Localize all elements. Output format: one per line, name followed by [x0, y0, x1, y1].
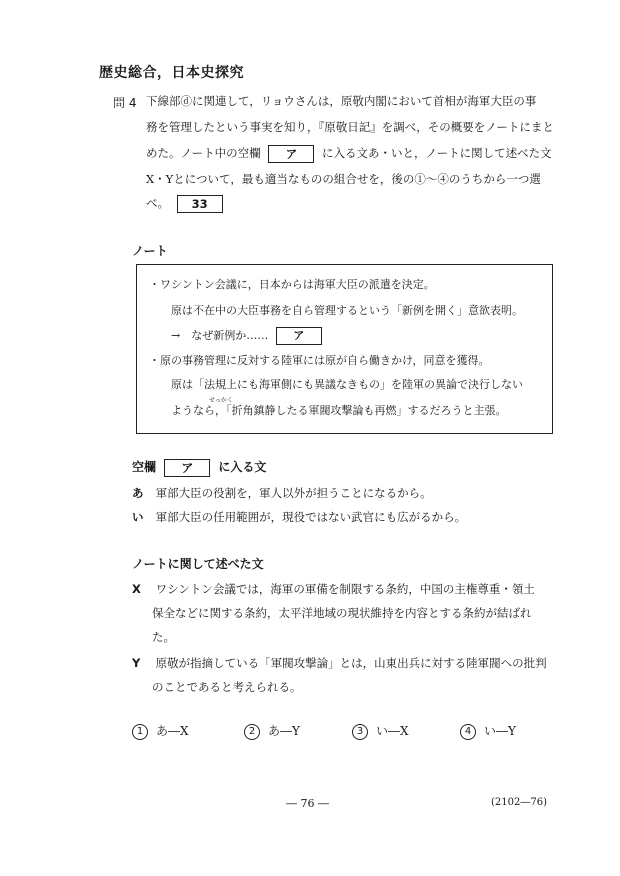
- question-line-3: [146, 144, 552, 163]
- question-number: 問 4: [113, 96, 137, 110]
- question-line-3-pre: めた。ノート中の空欄: [146, 146, 261, 160]
- question-line-3-post: に入る文あ・いと，ノートに関して述べた文: [321, 146, 552, 160]
- choice-2-number: 2: [244, 724, 260, 740]
- choice-3-number: 3: [352, 724, 368, 740]
- choice-2-text: あ―Y: [268, 724, 300, 738]
- note-line-2: 原は不在中の大臣事務を自ら管理するという「新例を開く」意欲表明。: [171, 304, 523, 317]
- statement-y-mark: Y: [132, 656, 141, 670]
- choice-3[interactable]: [352, 722, 409, 740]
- choice-1-text: あ―X: [156, 724, 189, 738]
- statement-x-text-1: ワシントン会議では，海軍の軍備を制限する条約，中国の主権尊重・領土: [155, 582, 535, 596]
- statement-y-text-1: 原敬が指摘している「軍閥攻撃論」とは，山東出兵に対する陸軍閥への批判: [155, 656, 547, 670]
- blank-box-a: ア: [268, 145, 314, 163]
- option-a: [132, 484, 432, 502]
- section-heading: 歴史総合，日本史探究: [99, 65, 244, 81]
- statement-x-mark: X: [132, 582, 141, 596]
- note-line-3-text: → なぜ新例か……: [171, 329, 269, 342]
- choice-1[interactable]: [132, 722, 189, 740]
- choice-1-number: 1: [132, 724, 148, 740]
- choice-4[interactable]: [460, 722, 516, 740]
- option-a-mark: あ: [132, 486, 144, 500]
- blank-section-label: [132, 458, 266, 477]
- choice-4-text: い―Y: [484, 724, 516, 738]
- question-line-4: X・Yとについて，最も適当なものの組合せを，後の①～④のうちから一つ選: [146, 172, 541, 186]
- option-i-mark: い: [132, 510, 144, 524]
- note-label: ノート: [132, 244, 168, 258]
- statement-x-line-2: 保全などに関する条約，太平洋地域の現状維持を内容とする条約が結ばれ: [152, 606, 532, 620]
- answer-number-box: 33: [177, 195, 223, 213]
- option-i-text: 軍部大臣の任用範囲が，現役ではない武官にも広がるから。: [155, 510, 467, 524]
- note-line-1: ・ワシントン会議に，日本からは海軍大臣の派遣を決定。: [149, 278, 435, 291]
- note-box: [136, 264, 553, 434]
- statement-y-line-2: のことであると考えられる。: [152, 680, 302, 694]
- choice-2[interactable]: [244, 722, 300, 740]
- statement-y-line-1: [132, 654, 547, 672]
- note-line-4: ・原の事務管理に反対する陸軍には原が自ら働きかけ，同意を獲得。: [149, 354, 490, 367]
- option-i: [132, 508, 466, 526]
- note-line-6: ようなら，「折角鎮静したる軍閥攻撃論も再燃」するだろうと主張。: [171, 404, 507, 417]
- blank-section-label-post: に入る文: [218, 460, 267, 474]
- question-line-2: 務を管理したという事実を知り，『原敬日記』を調べ，その概要をノートにまと: [146, 120, 554, 134]
- note-blank-box-a: ア: [276, 327, 322, 345]
- statement-x-line-1: [132, 580, 535, 598]
- blank-section-box-a: ア: [164, 459, 210, 477]
- note-line-3: [171, 327, 322, 345]
- statement-x-line-3: た。: [152, 630, 175, 644]
- blank-section-label-pre: 空欄: [132, 460, 157, 474]
- page-number: ― 76 ―: [286, 797, 329, 810]
- note-line-5: 原は「法規上にも海軍側にも異議なきもの」を陸軍の異論で決行しない: [171, 378, 523, 391]
- question-line-1: 下線部ⓓに関連して，リョウさんは，原敬内閣において首相が海軍大臣の事: [146, 94, 537, 108]
- page-code: (2102―76): [491, 797, 547, 808]
- statements-label: ノートに関して述べた文: [132, 557, 264, 571]
- question-line-5-pre: べ。: [146, 196, 169, 210]
- question-line-5: [146, 194, 223, 213]
- choice-3-text: い―X: [376, 724, 409, 738]
- option-a-text: 軍部大臣の役割を，軍人以外が担うことになるから。: [155, 486, 432, 500]
- choice-4-number: 4: [460, 724, 476, 740]
- ruby-sekkaku: せっかく: [209, 397, 233, 404]
